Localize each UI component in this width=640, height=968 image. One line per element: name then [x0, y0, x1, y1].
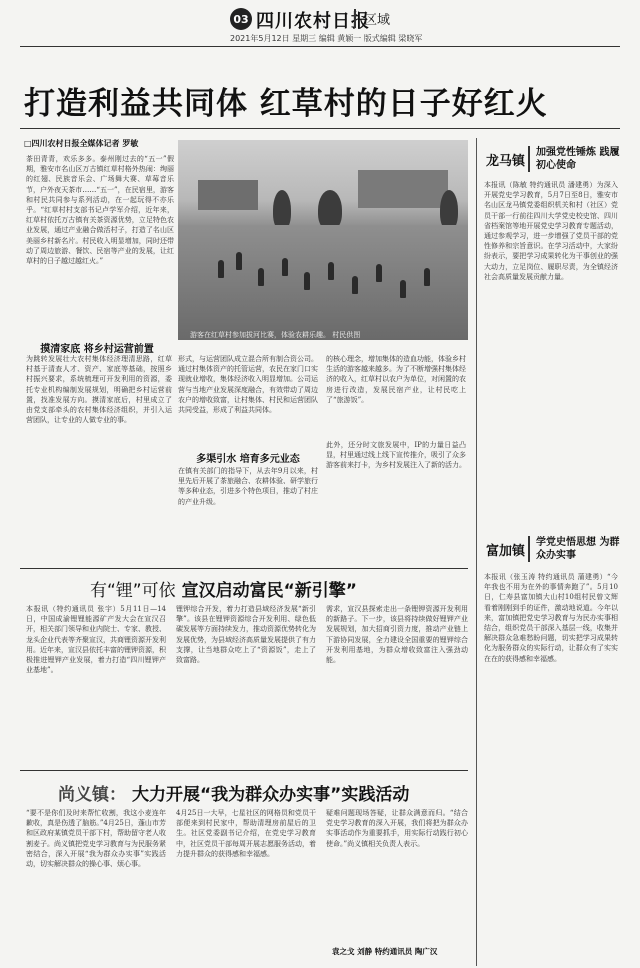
story2-title: 宣汉启动富民“新引擎” — [181, 581, 357, 601]
story1-col2: 形式，与运营团队成立混合所有制合资公司。通过村集体资产的托管运营，农民在家门口实现就业增收，集体经济收入明显增加。公司运营与当地产业发展深度融合，有效带动了周边农户的增收致富，让村集体、村民和运营团队共同受益，形成了利益共同体。 — [178, 355, 318, 415]
photo-person — [328, 262, 334, 280]
photo-tree — [273, 190, 291, 230]
photo-person — [400, 280, 406, 298]
photo-person — [304, 272, 310, 290]
sidebar1-tag: 龙马镇 — [486, 154, 526, 169]
photo-person — [258, 268, 264, 286]
photo-person — [236, 252, 242, 270]
photo-person — [282, 258, 288, 276]
page-number-badge: 03 — [230, 8, 252, 30]
photo-caption: 游客在红草村参加拔河比赛，体验农耕乐趣。 村民供图 — [190, 331, 361, 339]
story2-divider — [20, 568, 468, 569]
sidebar2-title: 学党史悟思想 为群众办实事 — [528, 536, 626, 562]
story3-authors: 袁之戈 刘静 特约通讯员 陶广汉 — [332, 947, 438, 956]
sidebar2-tag: 富加镇 — [486, 544, 526, 559]
photo-person — [352, 276, 358, 294]
main-headline: 打造利益共同体 红草村的日子好红火 — [24, 86, 548, 122]
header-divider — [20, 46, 620, 47]
story2-pre: 有“锂”可依 — [90, 581, 176, 601]
dateline: 2021年5月12日 星期三 编辑 黄颖一 版式编辑 梁晓军 — [230, 34, 423, 43]
photo-person — [376, 264, 382, 282]
story3-divider — [20, 770, 468, 771]
section-label: 区域 — [354, 9, 390, 28]
story1-col1: 为跳转发展壮大农村集体经济理清思路，红草村基于清查人才、资产、家底等基础，按照乡村振兴要求，系统梳理可开发利用的资源，委托专业机构编制发展规划，明确把乡村运营前置，找准发展方向。摸清家底后，村里成立了由党支部牵头的农村集体经济组织，并引入运营团队，让专业的人做专业的事。 — [26, 355, 172, 425]
village-event-photo — [178, 140, 468, 340]
sidebar1-body: 本报讯（陈敏 特约通讯员 潘建勇）为深入开展党史学习教育，5月7日至8日，雅安市名山区龙马镇党委组织机关和村（社区）党员干部一行前往四川大学党史校史馆、四川省档案馆等地开展党史学习教育专题活动，通过参观学习，进一步增强了党员干部的党性修养和宗旨意识。在学习活动中，大家纷纷表示，要把学习成果转化为干事创业的强大动力，立足岗位、履职尽责，为全镇经济社会高质量发展贡献力量。 — [484, 181, 618, 281]
story1-lead: 茶田青青，欢乐多多。泰州刚过去的“五一”假期，雅安市名山区万古镇红草村格外热闹：绚丽的红翅、民族音乐会、广场舞大赛、草莓音乐节，户外夜天茶市……“五一”，在民宿里，游客和村民共同参与系列活动，在一起玩得不亦乐乎。“红草村村支部书记卢学军介绍，近年来，红草村依托万古镇有关茶资源优势，立足特色农业发展，通过产业融合做活村子，打造了名山区美丽乡村新名片。村民收入明显增加，同时还带动了周边旅游、餐饮、民宿等产业的发展，让红草村的日子越过越红火。” — [26, 155, 174, 266]
story1-col3: 的核心理念，增加集体的造血功能，体验乡村生活的游客越来越多。为了不断增强村集体经济的收入，红草村以农户为单位，对闲置的农房进行改造，发展民宿产业，让村民吃上了“旅游饭”。 — [326, 355, 466, 404]
sidebar2-body: 本报讯（张玉涛 特约通讯员 蒲建勇）“今年我也不用为在外的事情奔跑了”。5月10日，仁寿县富加镇大山村10组村民曾文辉看着刚刚到手的证件，激动地说道。今年以来，富加镇把党史学习教育与为民办实事相结合，组织党员干部深入基层一线，收集并解决群众急难愁盼问题，切实把学习成果转化为服务群众的实际行动，让群众有了实实在在的获得感和幸福感。 — [484, 573, 618, 663]
story1-col2-heading: 多渠引水 培育多元业态 — [196, 454, 300, 465]
story3-col3: 疑难问题现场答疑，让群众满意而归。“结合党史学习教育的深入开展，我们将把为群众办实事活动作为重要抓手，用实际行动践行初心使命。”尚义镇相关负责人表示。 — [326, 809, 468, 848]
story2-headline — [90, 576, 357, 601]
story2-col2: 锂钾综合开发，着力打造县域经济发展“新引擎”。该县在锂钾资源综合开发利用、绿色低碳发展等方面持续发力，推动资源优势转化为发展优势，为县域经济高质量发展提供了有力支撑，让当地群众吃上了“资源饭”，走上了致富路。 — [176, 605, 316, 665]
photo-person — [218, 260, 224, 278]
sidebar-divider — [476, 138, 477, 966]
story1-byline: □四川农村日报全媒体记者 罗敏 — [24, 139, 139, 148]
story1-col3b: 此外，还分时文旅发展中，IP的力量日益凸显，村里通过线上线下宣传推介，吸引了众多游客前来打卡，为乡村发展注入了新的活力。 — [326, 441, 466, 470]
story3-col1: “要不是你们及时来帮忙收割，我这小麦连年歉收，真是伤透了脑筋。”4月25日，蓬山市芳和区政府某镇党员干部下村，帮助留守老人收割麦子。尚义镇把党史学习教育与为民服务紧密结合，深入开展“我为群众办实事”实践活动，切实解决群众的操心事、烦心事。 — [26, 809, 166, 869]
masthead: 四川农村日报 — [256, 11, 370, 32]
story1-col2b: 在镇有关部门的指导下，从去年9月以来，村里先后开展了茶旅融合、农耕体验、研学旅行等多种业态，引进多个特色项目，推动了村庄的产业升级。 — [178, 467, 318, 506]
story3-title: 大力开展“我为群众办实事”实践活动 — [132, 785, 410, 805]
story2-col1: 本报讯（特约通讯员 张宇）5月11日—14日，中国成渝锂锂能源矿产发大会在宣汉召开，相关部门领导和业内院士、专家、教授、龙头企业代表等齐聚宣汉，共商锂资源开发利用。近年来，宣汉县依托丰富的锂钾资源，积极推进锂钾产业发展，着力打造“四川锂钾产业基地”。 — [26, 605, 166, 675]
story2-col3: 需求，宣汉县探索走出一条锂钾资源开发利用的新路子。下一步，该县将持续做好锂钾产业发展规划，加大招商引资力度，推动产业链上下游协同发展，全力建设全国重要的锂钾综合开发利用基地，为群众增收致富注入强劲动能。 — [326, 605, 468, 665]
photo-person — [424, 268, 430, 286]
photo-tree — [440, 190, 458, 230]
photo-tree — [318, 190, 342, 230]
sidebar1-title: 加强党性锤炼 践履初心使命 — [528, 146, 626, 172]
story1-section-heading: 摸清家底 将乡村运营前置 — [40, 344, 154, 355]
photo-building — [358, 170, 448, 208]
story3-col2: 4月25日一大早，七星社区的网格员和党员干部便来到村民家中，帮助清理房前屋后的卫生。社区党委副书记介绍，在党史学习教育中，社区党员干部每周开展志愿服务活动，着力提升群众的获得感和幸福感。 — [176, 809, 316, 858]
headline-divider — [20, 128, 620, 129]
photo-building — [198, 180, 258, 210]
story3-pre: 尚义镇： — [58, 785, 126, 805]
story3-headline — [58, 780, 409, 805]
